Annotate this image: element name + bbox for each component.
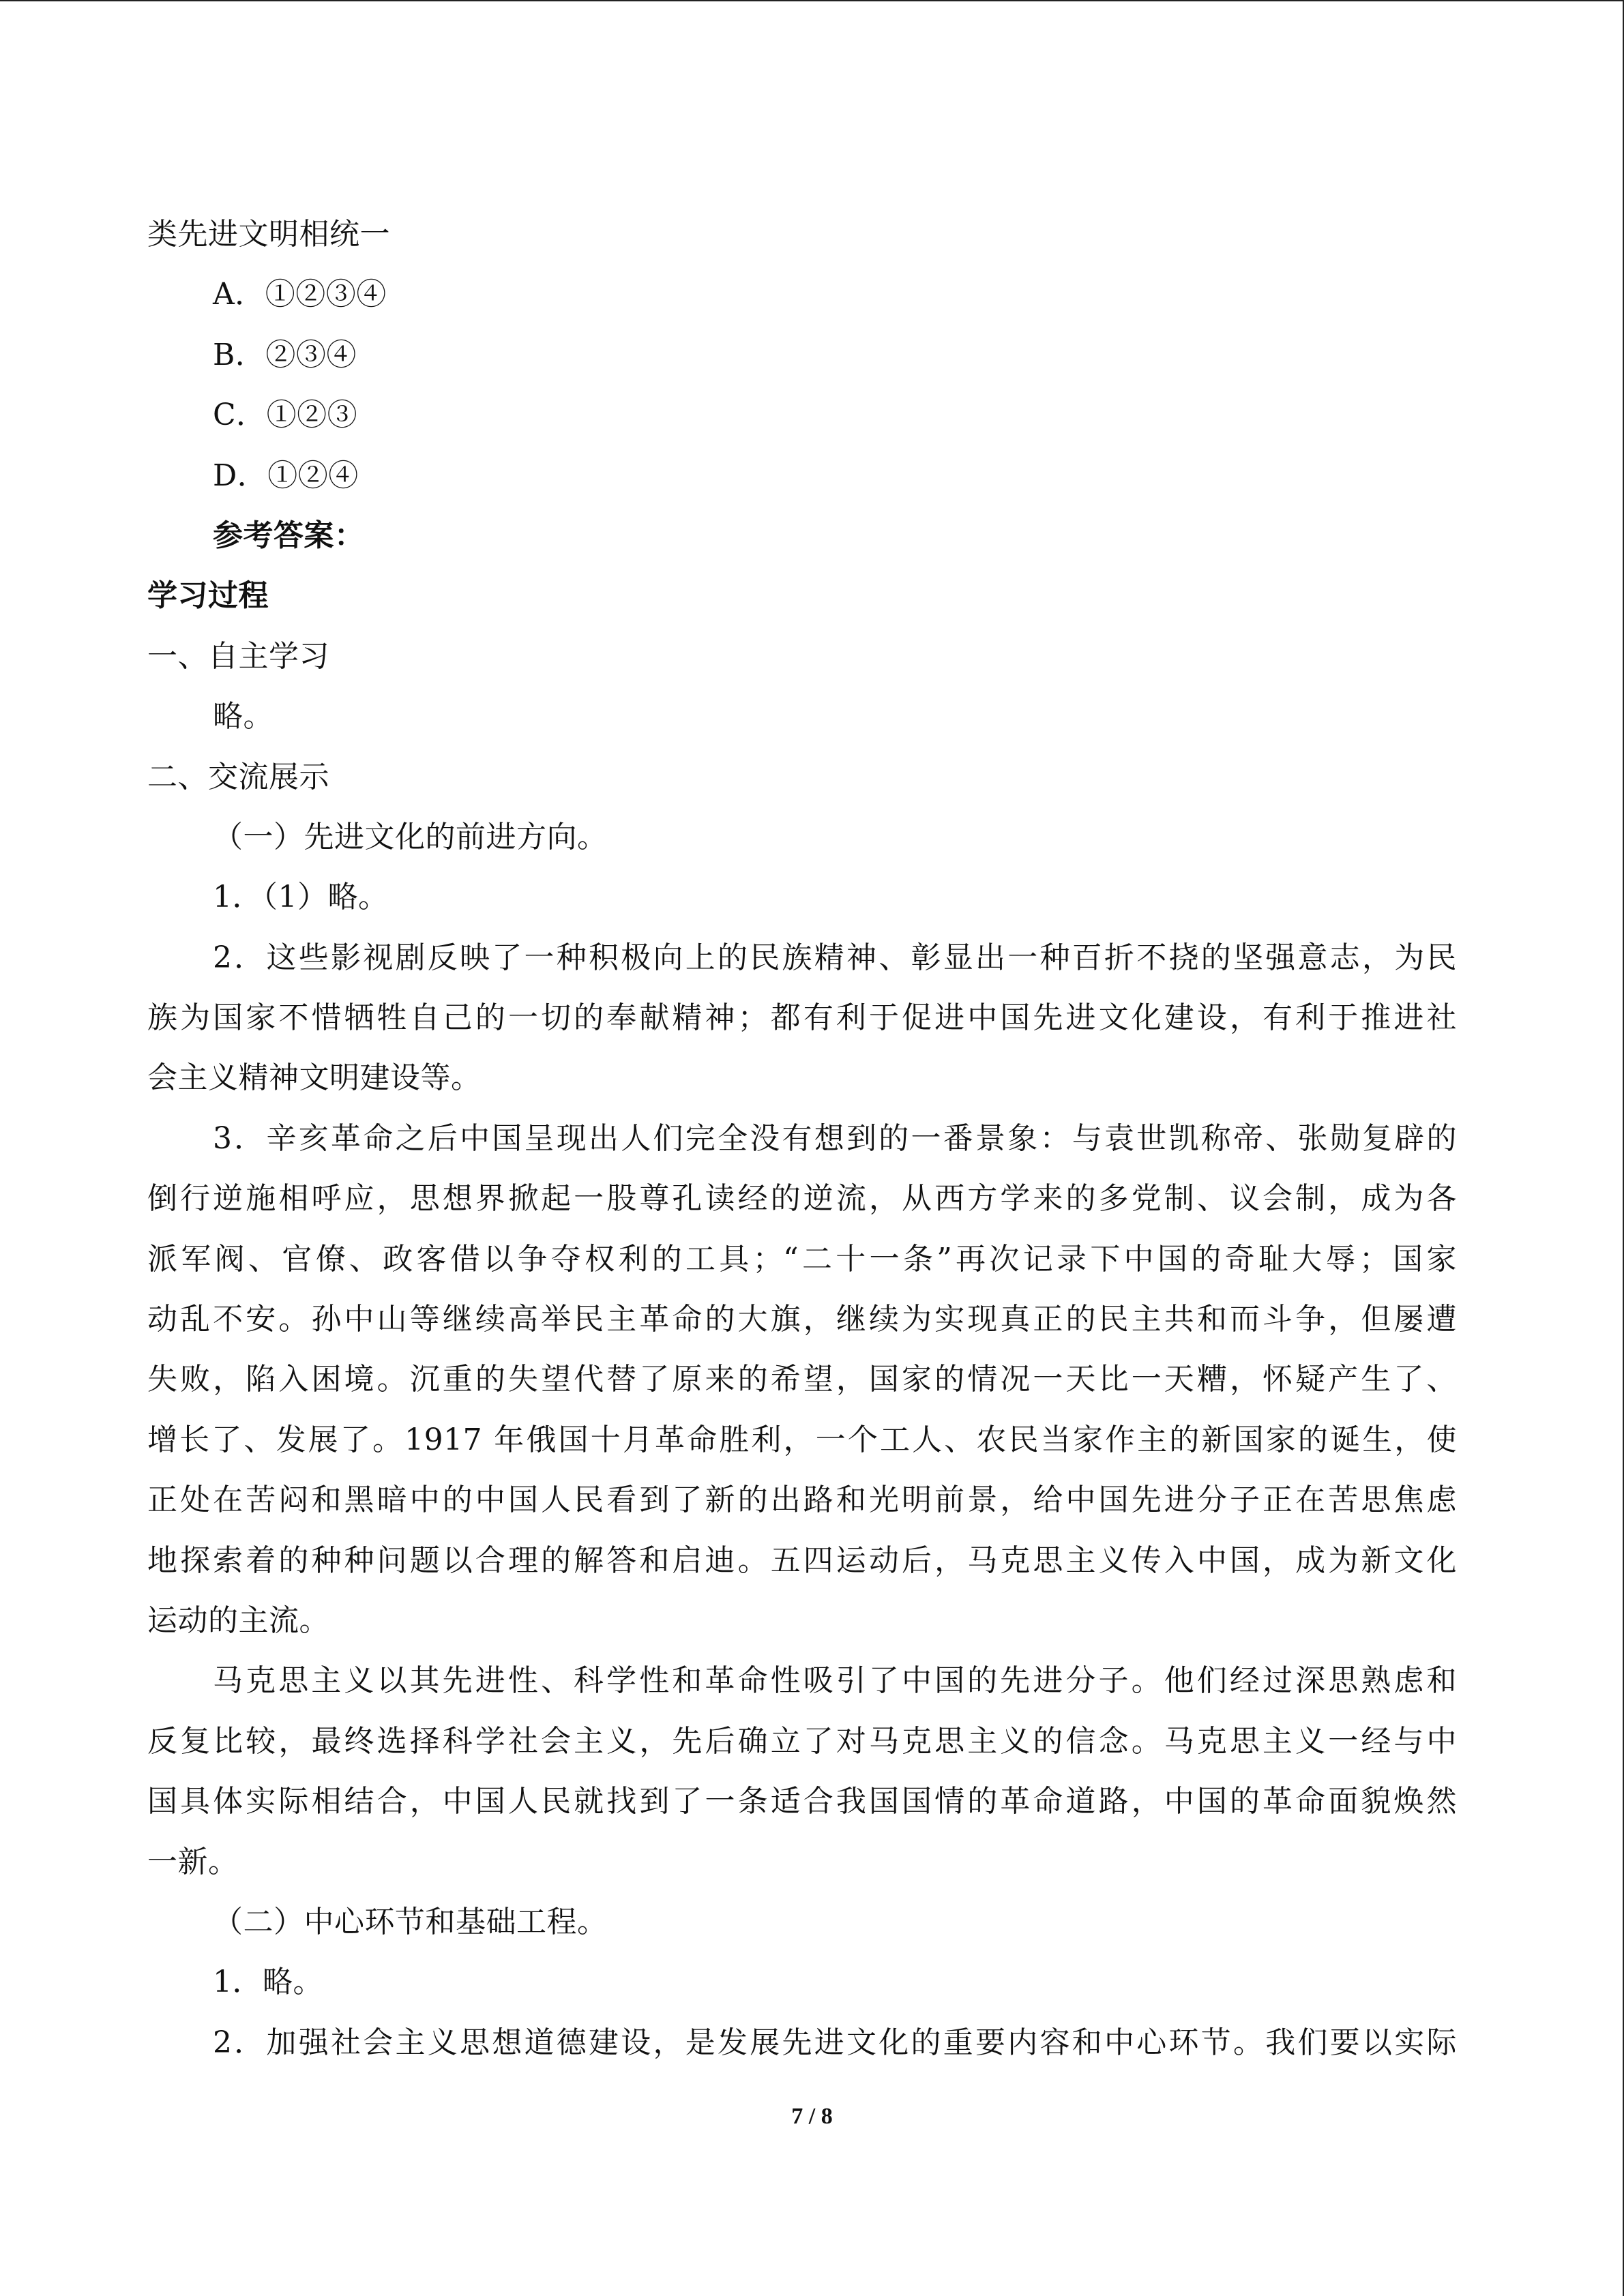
- text-line: 族为国家不惜牺牲自己的一切的奉献精神；都有利于促进中国先进文化建设，有利于推进社: [147, 1000, 1457, 1036]
- text-line: 动乱不安。孙中山等继续高举民主革命的大旗，继续为实现真正的民主共和而斗争，但屡遭: [147, 1302, 1457, 1337]
- text-line: 参考答案：: [213, 518, 365, 553]
- text-line: 一新。: [147, 1844, 239, 1879]
- text-line: 运动的主流。: [147, 1602, 329, 1638]
- text-line: 1．（1）略。: [213, 880, 389, 915]
- text-line: 3．辛亥革命之后中国呈现出人们完全没有想到的一番景象：与袁世凯称帝、张勋复辟的: [213, 1120, 1457, 1156]
- text-line: D．①②④: [213, 458, 359, 493]
- text-line: 倒行逆施相呼应，思想界掀起一股尊孔读经的逆流，从西方学来的多党制、议会制，成为各: [147, 1181, 1457, 1217]
- text-line: 略。: [213, 699, 274, 734]
- text-line: B．②③④: [213, 337, 357, 372]
- document-body: [147, 205, 1457, 2073]
- text-line: 二、交流展示: [147, 759, 329, 794]
- text-line: 地探索着的种种问题以合理的解答和启迪。五四运动后，马克思主义传入中国，成为新文化: [147, 1542, 1457, 1578]
- text-line: 正处在苦闷和黑暗中的中国人民看到了新的出路和光明前景，给中国先进分子正在苦思焦虑: [147, 1482, 1457, 1518]
- text-line: C．①②③: [213, 398, 358, 433]
- text-line: 1．略。: [213, 1965, 323, 2000]
- text-line: 反复比较，最终选择科学社会主义，先后确立了对马克思主义的信念。马克思主义一经与中: [147, 1723, 1457, 1759]
- text-line: （二）中心环节和基础工程。: [213, 1904, 608, 1939]
- text-line: 学习过程: [147, 578, 269, 614]
- text-line: 马克思主义以其先进性、科学性和革命性吸引了中国的先进分子。他们经过深思熟虑和: [213, 1663, 1457, 1699]
- text-line: 派军阀、官僚、政客借以争夺权利的工具；“二十一条”再次记录下中国的奇耻大辱；国家: [147, 1241, 1457, 1277]
- text-line: 增长了、发展了。1917 年俄国十月革命胜利，一个工人、农民当家作主的新国家的诞生，使: [147, 1422, 1457, 1457]
- text-line: 2．加强社会主义思想道德建设，是发展先进文化的重要内容和中心环节。我们要以实际: [213, 2025, 1457, 2060]
- page-number: 7 / 8: [791, 2104, 833, 2129]
- text-line: （一）先进文化的前进方向。: [213, 819, 608, 854]
- text-line: 类先进文明相统一: [147, 217, 390, 252]
- text-line: 一、自主学习: [147, 638, 329, 674]
- text-line: 2．这些影视剧反映了一种积极向上的民族精神、彰显出一种百折不挠的坚强意志，为民: [213, 940, 1457, 975]
- text-line: 失败，陷入困境。沉重的失望代替了原来的希望，国家的情况一天比一天糟，怀疑产生了、: [147, 1362, 1457, 1397]
- text-line: 国具体实际相结合，中国人民就找到了一条适合我国国情的革命道路，中国的革命面貌焕然: [147, 1784, 1457, 1819]
- text-line: A．①②③④: [213, 277, 387, 312]
- text-line: 会主义精神文明建设等。: [147, 1060, 482, 1096]
